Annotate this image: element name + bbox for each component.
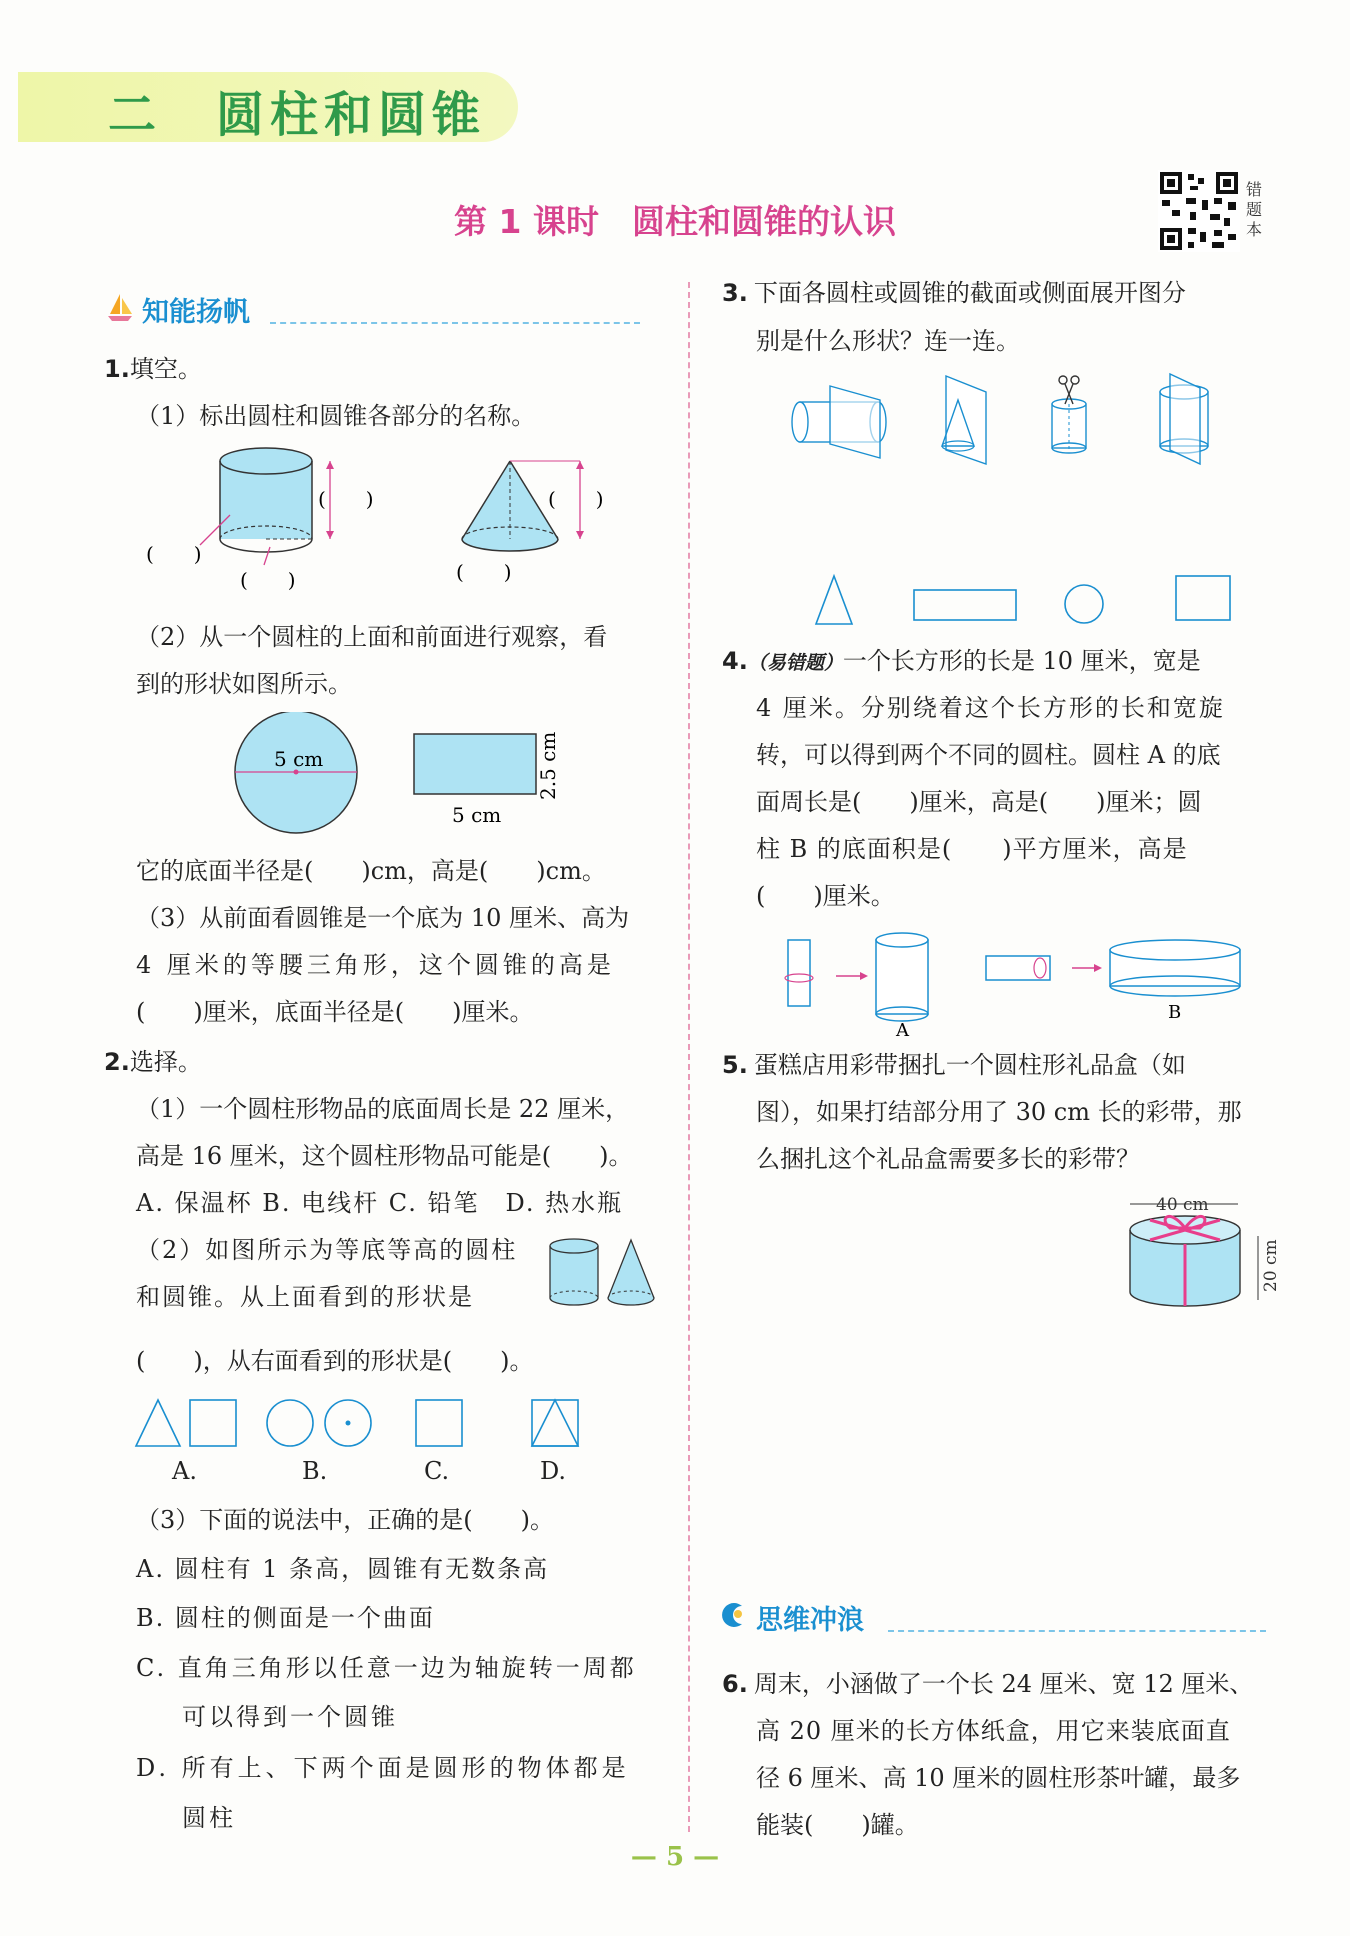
q2-title-row — [104, 1039, 202, 1086]
q5-number: 5. — [722, 1051, 748, 1079]
q2-p2-line1: （2）如图所示为等底等高的圆柱 — [136, 1236, 518, 1264]
q4-line4: 面周长是( )厘米，高是( )厘米；圆 — [756, 788, 1202, 816]
q1-blank-height: ( ) — [318, 487, 374, 511]
q1-number: 1. — [104, 355, 130, 383]
q1-p3-line3: ( )厘米，底面半径是( )厘米。 — [136, 998, 534, 1026]
q1-title: 填空。 — [129, 355, 202, 383]
q1-p3-line2: 4 厘米的等腰三角形，这个圆锥的高是 — [136, 951, 615, 979]
q6-number: 6. — [722, 1670, 748, 1698]
option-c-square — [416, 1400, 462, 1446]
option-b-circle — [267, 1400, 313, 1446]
q1-blank-side: ( ) — [146, 542, 202, 566]
q1-p1: （1）标出圆柱和圆锥各部分的名称。 — [136, 402, 536, 430]
q5-gift-box-figure — [1120, 1190, 1290, 1320]
q5-line1: 蛋糕店用彩带捆扎一个圆柱形礼品盒（如 — [753, 1051, 1186, 1079]
q1-blank-base: ( ) — [240, 568, 296, 592]
q6-line4: 能装( )罐。 — [756, 1811, 919, 1839]
q2-title: 选择。 — [129, 1048, 202, 1076]
q4-line6: ( )厘米。 — [756, 882, 895, 910]
lesson-title: 第 1 课时 圆柱和圆锥的认识 — [454, 202, 896, 241]
q6-line3: 径 6 厘米、高 10 厘米的圆柱形茶叶罐，最多 — [756, 1764, 1241, 1792]
q4-line1-row — [722, 638, 1201, 687]
option-a-square — [190, 1400, 236, 1446]
q3-shapes-figure — [810, 570, 1240, 628]
wave-icon — [718, 1600, 748, 1630]
q2-p2-line3: ( )，从右面看到的形状是( )。 — [136, 1347, 534, 1375]
q1-p2-line2: 到的形状如图所示。 — [136, 670, 352, 698]
q5-line1-row — [722, 1042, 1186, 1089]
q1-p2-line1: （2）从一个圆柱的上面和前面进行观察，看 — [136, 623, 608, 651]
q4-line3: 转，可以得到两个不同的圆柱。圆柱 A 的底 — [756, 741, 1221, 769]
q3-line1: 下面各圆柱或圆锥的截面或侧面展开图分 — [753, 279, 1186, 307]
q2-option-b-label: B. — [302, 1457, 328, 1485]
q1-blank-cone-base: ( ) — [456, 560, 512, 584]
shape-circle[interactable] — [1065, 585, 1103, 623]
page-number: — 5 — — [630, 1842, 720, 1872]
q6-line1-row — [722, 1661, 1253, 1708]
qr-code-icon[interactable] — [1158, 170, 1240, 252]
q3-solids-figure — [790, 370, 1230, 470]
q4-line5: 柱 B 的底面积是( )平方厘米，高是 — [756, 835, 1188, 863]
chapter-title: 二 圆柱和圆锥 — [108, 87, 487, 143]
q1-rect-width-label: 5 cm — [452, 803, 502, 827]
q4-label-b: B — [1168, 1002, 1182, 1023]
q2-option-c-label: C. — [424, 1457, 450, 1485]
q5-line3: 么捆扎这个礼品盒需要多长的彩带？ — [756, 1145, 1140, 1173]
q1-cylinder-cone-figure — [140, 445, 660, 605]
section-basic-title: 知能扬帆 — [142, 297, 250, 328]
qr-label: 错题本 — [1246, 180, 1263, 239]
shape-triangle[interactable] — [816, 576, 852, 624]
q1-blank-cone-height: ( ) — [548, 487, 604, 511]
sailboat-icon — [106, 292, 134, 322]
q2-p3-d-line1: D. 所有上、下两个面是圆形的物体都是 — [136, 1754, 630, 1782]
q4-number: 4. — [722, 647, 748, 675]
q3-number: 3. — [722, 279, 748, 307]
section-divider-2 — [888, 1630, 1266, 1632]
q5-height-label: 20 cm — [1261, 1239, 1281, 1292]
section-advanced-title: 思维冲浪 — [756, 1605, 864, 1636]
q2-p3-c-line2: 可以得到一个圆锥 — [182, 1703, 398, 1731]
q2-p3-c-line1: C. 直角三角形以任意一边为轴旋转一周都 — [136, 1654, 637, 1682]
shape-square[interactable] — [1176, 576, 1230, 620]
q2-p2-line2: 和圆锥。从上面看到的形状是 — [136, 1283, 474, 1311]
q2-p1-line2: 高是 16 厘米，这个圆柱形物品可能是( )。 — [136, 1142, 633, 1170]
q1-rect-height-label: 2.5 cm — [536, 731, 560, 800]
q3-line1-row — [722, 270, 1186, 317]
q2-p3-a: A. 圆柱有 1 条高，圆锥有无数条高 — [136, 1555, 550, 1583]
q5-line2: 图），如果打结部分用了 30 cm 长的彩带，那 — [756, 1098, 1242, 1126]
q4-line1: 一个长方形的长是 10 厘米，宽是 — [842, 647, 1201, 675]
q6-line2: 高 20 厘米的长方体纸盒，用它来装底面直 — [756, 1717, 1231, 1745]
q3-line2: 别是什么形状？连一连。 — [756, 327, 1020, 355]
q2-options-figure — [134, 1396, 594, 1460]
option-a-triangle — [136, 1400, 180, 1446]
q1-p3-line1: （3）从前面看圆锥是一个底为 10 厘米、高为 — [136, 904, 630, 932]
q2-option-d-label: D. — [540, 1457, 567, 1485]
q2-p3-b: B. 圆柱的侧面是一个曲面 — [136, 1604, 435, 1632]
section-divider — [270, 322, 640, 324]
q1-circle-label: 5 cm — [274, 747, 324, 771]
q2-cylinder-cone-figure — [546, 1236, 658, 1316]
q4-tag: （易错题） — [747, 652, 843, 674]
q4-rotation-figure — [780, 926, 1250, 1036]
q6-line1: 周末，小涵做了一个长 24 厘米、宽 12 厘米、 — [753, 1670, 1254, 1698]
q1-views-figure — [230, 712, 570, 850]
shape-rectangle[interactable] — [914, 590, 1016, 620]
q1-p2-answer: 它的底面半径是( )cm，高是( )cm。 — [136, 857, 606, 885]
q2-p1-options: A. 保温杯 B. 电线杆 C. 铅笔 D. 热水瓶 — [136, 1189, 624, 1217]
q2-p3: （3）下面的说法中，正确的是( )。 — [136, 1506, 554, 1534]
q4-line2: 4 厘米。分别绕着这个长方形的长和宽旋 — [756, 694, 1225, 722]
q2-p3-d-line2: 圆柱 — [182, 1804, 236, 1832]
q1-title-row — [104, 346, 202, 393]
q2-option-a-label: A. — [172, 1457, 197, 1485]
q4-label-a: A — [896, 1020, 909, 1036]
column-divider — [688, 282, 690, 1832]
q2-number: 2. — [104, 1048, 130, 1076]
q2-p1-line1: （1）一个圆柱形物品的底面周长是 22 厘米， — [136, 1095, 630, 1123]
option-d-square — [532, 1400, 578, 1446]
q5-width-label: 40 cm — [1156, 1195, 1209, 1215]
